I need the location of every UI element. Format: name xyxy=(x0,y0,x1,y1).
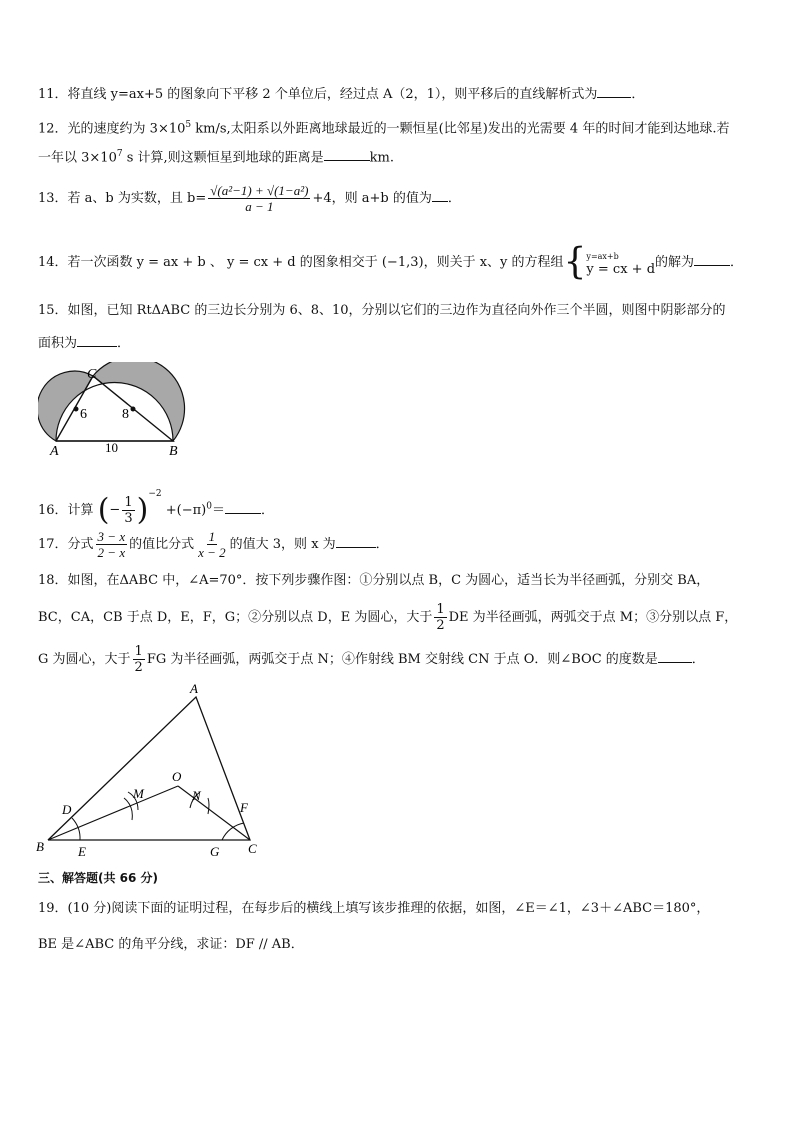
question-13 xyxy=(38,180,461,218)
label-d: D xyxy=(62,802,72,817)
q13-denominator: a − 1 xyxy=(245,199,274,214)
label-m: M xyxy=(133,786,144,801)
answer-blank xyxy=(77,333,117,347)
q18-figure xyxy=(32,680,272,862)
q17-text-post: 的值大 3，则 x 为 xyxy=(229,537,336,552)
answer-blank xyxy=(658,649,692,663)
q13-numerator: √(a²−1) + √(1−a²) xyxy=(210,183,309,198)
q12-text-c: 一年以 3×10 xyxy=(38,150,117,166)
question-14 xyxy=(38,241,744,283)
q16-equals: ＝ xyxy=(211,503,225,518)
q18-end: ． xyxy=(691,652,705,667)
section-title: 三、解答题(共 66 分) xyxy=(38,871,159,885)
label-b: B xyxy=(36,839,44,854)
midpoint-ac xyxy=(74,407,79,412)
label-f: F xyxy=(240,800,248,815)
q17-fraction-2 xyxy=(196,529,228,560)
q12-text-b: km/s,太阳系以外距离地球最近的一颗恒星(比邻星)发出的光需要 4 年的时间才能到达地球.若 xyxy=(191,121,730,137)
left-paren: ( xyxy=(97,492,110,528)
half-numerator: 1 xyxy=(134,644,143,659)
question-17 xyxy=(38,526,389,564)
question-15-line-1 xyxy=(38,302,726,320)
q14-text-post: 的解为 xyxy=(655,255,695,270)
equation-1: y=ax+b xyxy=(586,251,619,261)
label-c: C xyxy=(248,841,257,856)
q17-text: 17．分式 xyxy=(38,537,94,552)
q15-figure xyxy=(38,362,188,458)
right-paren: ) xyxy=(136,492,149,528)
q13-fraction xyxy=(208,183,310,214)
q12-text-a: 12．光的速度约为 3×10 xyxy=(38,121,186,137)
question-18-line-2 xyxy=(38,598,737,638)
q16-numerator: 1 xyxy=(124,495,133,510)
equation-system xyxy=(586,250,655,276)
q16-text: 16．计算 xyxy=(38,503,94,518)
q16-mid: +(−π) xyxy=(165,503,207,518)
q17-end: ． xyxy=(375,537,389,552)
q18-half-2 xyxy=(133,644,145,675)
label-10: 10 xyxy=(105,440,118,455)
question-19-line-1 xyxy=(38,900,709,918)
q17-f1-denominator: 2 − x xyxy=(97,545,126,560)
question-11 xyxy=(38,84,644,104)
q19-text: 19．(10 分)阅读下面的证明过程，在每步后的横线上填写该步推理的依据，如图，∠E＝∠1，∠3＋∠ABC＝180°， xyxy=(38,901,710,916)
arc-c xyxy=(222,823,244,840)
half-numerator: 1 xyxy=(436,602,445,617)
q13-end: ． xyxy=(447,191,461,206)
q18-text: 18．如图，在ΔABC 中，∠A=70°．按下列步骤作图：①分别以点 B，C 为圆心，适当长为半径画弧，分别交 BA， xyxy=(38,573,710,588)
q18-text-3b: FG 为半径画弧，两弧交于点 N；④作射线 BM 交射线 CN 于点 O．则∠BOC 的度数是 xyxy=(146,652,658,667)
arc-m-1 xyxy=(124,798,132,820)
label-e: E xyxy=(78,844,86,859)
answer-blank xyxy=(225,500,261,514)
q12-unit: km. xyxy=(369,150,394,166)
q16-end: ． xyxy=(260,503,274,518)
q13-text: 13．若 a、b 为实数，且 b= xyxy=(38,191,207,206)
q18-half-1 xyxy=(434,602,446,633)
answer-blank xyxy=(597,84,631,98)
q12-exponent: 5 xyxy=(185,120,192,130)
question-15-line-2 xyxy=(38,333,130,353)
q17-fraction-1 xyxy=(96,529,128,560)
triangle-abc xyxy=(48,697,250,840)
q13-text-post: +4，则 a+b 的值为 xyxy=(312,191,432,206)
half-denominator: 2 xyxy=(436,618,445,633)
label-g: G xyxy=(210,844,220,859)
label-n: N xyxy=(192,788,201,803)
answer-blank xyxy=(324,147,370,161)
left-brace: { xyxy=(563,241,587,283)
q11-text: 11．将直线 y=ax+5 的图象向下平移 2 个单位后，经过点 A（2，1），则平移后的直线解析式为 xyxy=(38,87,598,102)
question-12-line-1 xyxy=(38,116,729,138)
q17-f2-denominator: x − 2 xyxy=(198,545,226,560)
q17-f1-numerator: 3 − x xyxy=(97,529,126,544)
label-8: 8 xyxy=(122,407,129,422)
answer-blank xyxy=(336,534,376,548)
q14-text: 14．若一次函数 y = ax + b 、 y = cx + d 的图象相交于 (−1,3)，则关于 x、y 的方程组 xyxy=(38,255,564,270)
arc-n-2 xyxy=(208,798,209,814)
q19-text-2: BE 是∠ABC 的角平分线，求证：DF // AB． xyxy=(38,937,304,952)
half-denominator: 2 xyxy=(134,660,143,675)
question-12-line-2 xyxy=(38,145,394,167)
answer-blank xyxy=(432,188,448,202)
q16-fraction xyxy=(122,495,134,526)
q14-end: ． xyxy=(730,255,744,270)
q12-exponent-2: 7 xyxy=(116,149,123,159)
q15-text-2: 面积为 xyxy=(38,336,78,351)
midpoint-bc xyxy=(131,407,136,412)
q12-text-d: s 计算,则这颗恒星到地球的距离是 xyxy=(122,150,324,166)
label-o: O xyxy=(172,769,182,784)
label-a: A xyxy=(50,444,59,458)
equation-2: y = cx + d xyxy=(586,261,656,277)
answer-blank xyxy=(694,252,730,266)
label-6: 6 xyxy=(80,407,87,422)
q17-mid: 的值比分式 xyxy=(129,537,195,552)
q16-exponent-2: 0 xyxy=(206,501,212,512)
q15-text: 15．如图，已知 RtΔABC 的三边长分别为 6、8、10，分别以它们的三边作为直径向外作三个半圆，则图中阴影部分的 xyxy=(38,303,726,318)
q18-text-3a: G 为圆心，大于 xyxy=(38,652,131,667)
q17-f2-numerator: 1 xyxy=(208,529,216,544)
q15-end: ． xyxy=(117,336,131,351)
label-a: A xyxy=(190,681,198,696)
q11-end: ． xyxy=(631,87,645,102)
question-16: 16．计算 (− $\frac{1}{3}$ )$^{-2} +(-\pi)^0=$ ． xyxy=(38,489,274,528)
label-c: C xyxy=(87,367,97,382)
question-19-line-2 xyxy=(38,936,304,954)
q18-text-2a: BC，CA，CB 于点 D，E，F，G；②分别以点 D，E 为圆心，大于 xyxy=(38,610,433,625)
q16-denominator: 3 xyxy=(124,511,133,526)
question-18-line-1 xyxy=(38,572,709,590)
label-b: B xyxy=(169,444,178,458)
question-18-line-3 xyxy=(38,640,705,680)
q16-exponent-1: −2 xyxy=(148,489,162,499)
q18-text-2b: DE 为半径画弧，两弧交于点 M；③分别以点 F， xyxy=(448,610,738,625)
